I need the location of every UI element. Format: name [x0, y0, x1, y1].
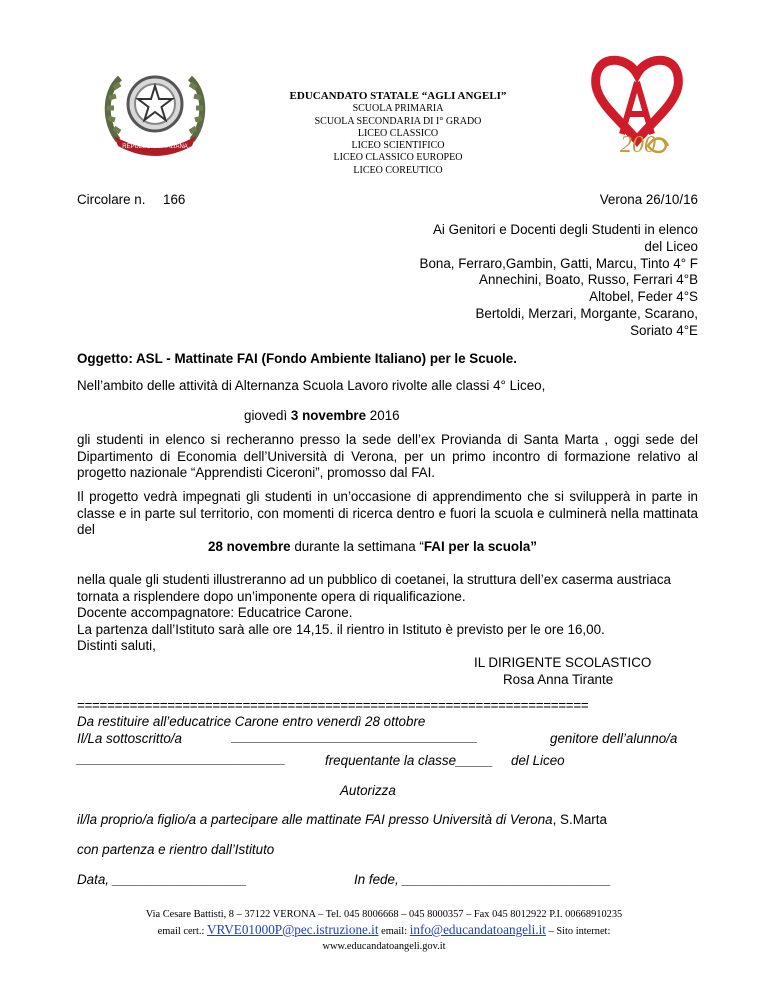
recipient-line: Ai Genitori e Docenti degli Studenti in elenco: [433, 222, 698, 237]
recipient-line: Altobel, Feder 4°S: [589, 289, 698, 305]
institution-name: EDUCANDATO STATALE “AGLI ANGELI”: [289, 90, 507, 102]
consent-main: il/la proprio/a figlio/a a partecipare alle mattinate FAI presso Università di Verona: [77, 812, 553, 827]
signature-name: Rosa Anna Tirante: [503, 672, 614, 687]
paragraph-details: [77, 572, 671, 655]
circolare-label: Circolare n.: [77, 192, 146, 207]
recipient-line: Soriato 4°E: [630, 322, 698, 338]
school-name: LICEO COREUTICO: [353, 164, 443, 176]
footer-contacts: [60, 922, 708, 939]
site-label: – Sito internet:: [545, 926, 611, 937]
details-line: nella quale gli studenti illustreranno ad un pubblico di coetanei, la struttura dell’ex caserma austriaca: [77, 572, 672, 587]
paragraph-first-meeting: gli studenti in elenco si recheranno presso la sede dell’ex Provianda di Santa Marta , oggi sede del Dipartimento di Economia dell’Università di Verona, per un primo incontro di formazione relativo al progetto nazionale “Apprendisti Ciceroni”, promosso dal FAI.: [77, 432, 698, 480]
separator-line: ====================================================================: [77, 698, 589, 713]
recipient-line: Bertoldi, Merzari, Morgante, Scarano,: [475, 305, 698, 321]
school-name: LICEO CLASSICO EUROPEO: [333, 152, 463, 164]
footer-site[interactable]: www.educandatoangeli.gov.it: [322, 941, 446, 952]
emblem-text: REPUBBLICA ITALIANA: [122, 144, 188, 150]
details-line: Docente accompagnatore: Educatrice Carone.: [77, 605, 353, 621]
date-field[interactable]: Data, __________________: [77, 872, 247, 887]
school-name: LICEO CLASSICO: [357, 127, 439, 139]
footer: [60, 907, 708, 954]
paragraph-project: Il progetto vedrà impegnati gli studenti in un’occasione di apprendimento che si svilupperà in parte in classe e in parte sul territorio, con momenti di ricerca dentro e fuori la scuola e culminerà nella mattinata del: [77, 489, 698, 537]
return-line: con partenza e rientro dall’Istituto: [77, 842, 275, 857]
authorizes-label: Autorizza: [340, 783, 396, 798]
date-prefix: giovedì: [244, 408, 291, 423]
circolare-number: 166: [163, 192, 186, 207]
school-name: LICEO SCIENTIFICO: [351, 140, 445, 152]
parent-label: genitore dell’alunno/a: [550, 731, 678, 746]
undersigned-label: Il/La sottoscritto/a: [77, 731, 182, 746]
footer-address: Via Cesare Battisti, 8 – 37122 VERONA – Tel. 045 8006668 – 045 8000357 – Fax 045 8012922 P.I. 00668910235: [145, 909, 623, 920]
date-bold: 3 novembre: [290, 408, 367, 423]
date-middle: durante la settimana “: [290, 539, 424, 554]
email-link[interactable]: info@educandatoangeli.it: [409, 922, 546, 937]
place-date: Verona 26/10/16: [599, 192, 698, 207]
pec-email-link[interactable]: VRVE01000P@pec.istruzione.it: [207, 922, 379, 937]
recipient-line: Bona, Ferraro,Gambin, Gatti, Marcu, Tinto 4° F: [419, 255, 698, 271]
student-blank[interactable]: ____________________________: [77, 751, 286, 766]
logo-text-200: 200: [620, 132, 656, 158]
details-line: La partenza dall’Istituto sarà alle ore 14,15. il rientro in Istituto è previsto per le ore 16,00.: [77, 621, 605, 637]
class-label[interactable]: frequentante la classe_____: [325, 753, 494, 768]
event-date: [208, 539, 537, 554]
recipient-line: del Liceo: [644, 238, 698, 254]
email-label: email:: [378, 926, 410, 937]
subject: Oggetto: ASL - Mattinate FAI (Fondo Ambiente Italiano) per le Scuole.: [77, 351, 517, 366]
event-name: FAI per la scuola”: [423, 539, 537, 554]
date-suffix: 2016: [366, 408, 400, 423]
school-name: SCUOLA PRIMARIA: [352, 103, 444, 115]
pec-label: email cert.:: [157, 926, 207, 937]
date-bold: 28 novembre: [208, 539, 291, 554]
repubblica-italiana-emblem: [100, 62, 210, 158]
details-line: Distinti saluti,: [77, 638, 156, 654]
signature-title: IL DIRIGENTE SCOLASTICO: [474, 655, 652, 670]
name-blank[interactable]: _________________________________: [232, 729, 478, 744]
recipients-block: [420, 222, 698, 340]
consent-text: [77, 812, 607, 827]
meeting-date: [244, 408, 400, 423]
school-name: SCUOLA SECONDARIA DI I° GRADO: [314, 115, 482, 127]
recipient-line: Annechini, Boato, Russo, Ferrari 4°B: [479, 272, 698, 288]
signature-field[interactable]: In fede, ____________________________: [354, 872, 611, 887]
del-liceo-label: del Liceo: [511, 753, 565, 768]
200-anniversary-heart-logo: [582, 48, 692, 160]
details-line: tornata a risplendere dopo un’imponente opera di riqualificazione.: [77, 588, 466, 604]
header-block: [200, 90, 596, 177]
intro-text: Nell’ambito delle attività di Alternanza Scuola Lavoro rivolte alle classi 4° Liceo,: [77, 378, 546, 393]
consent-tail: , S.Marta: [552, 812, 607, 827]
return-note: Da restituire all’educatrice Carone entro venerdì 28 ottobre: [77, 714, 426, 729]
